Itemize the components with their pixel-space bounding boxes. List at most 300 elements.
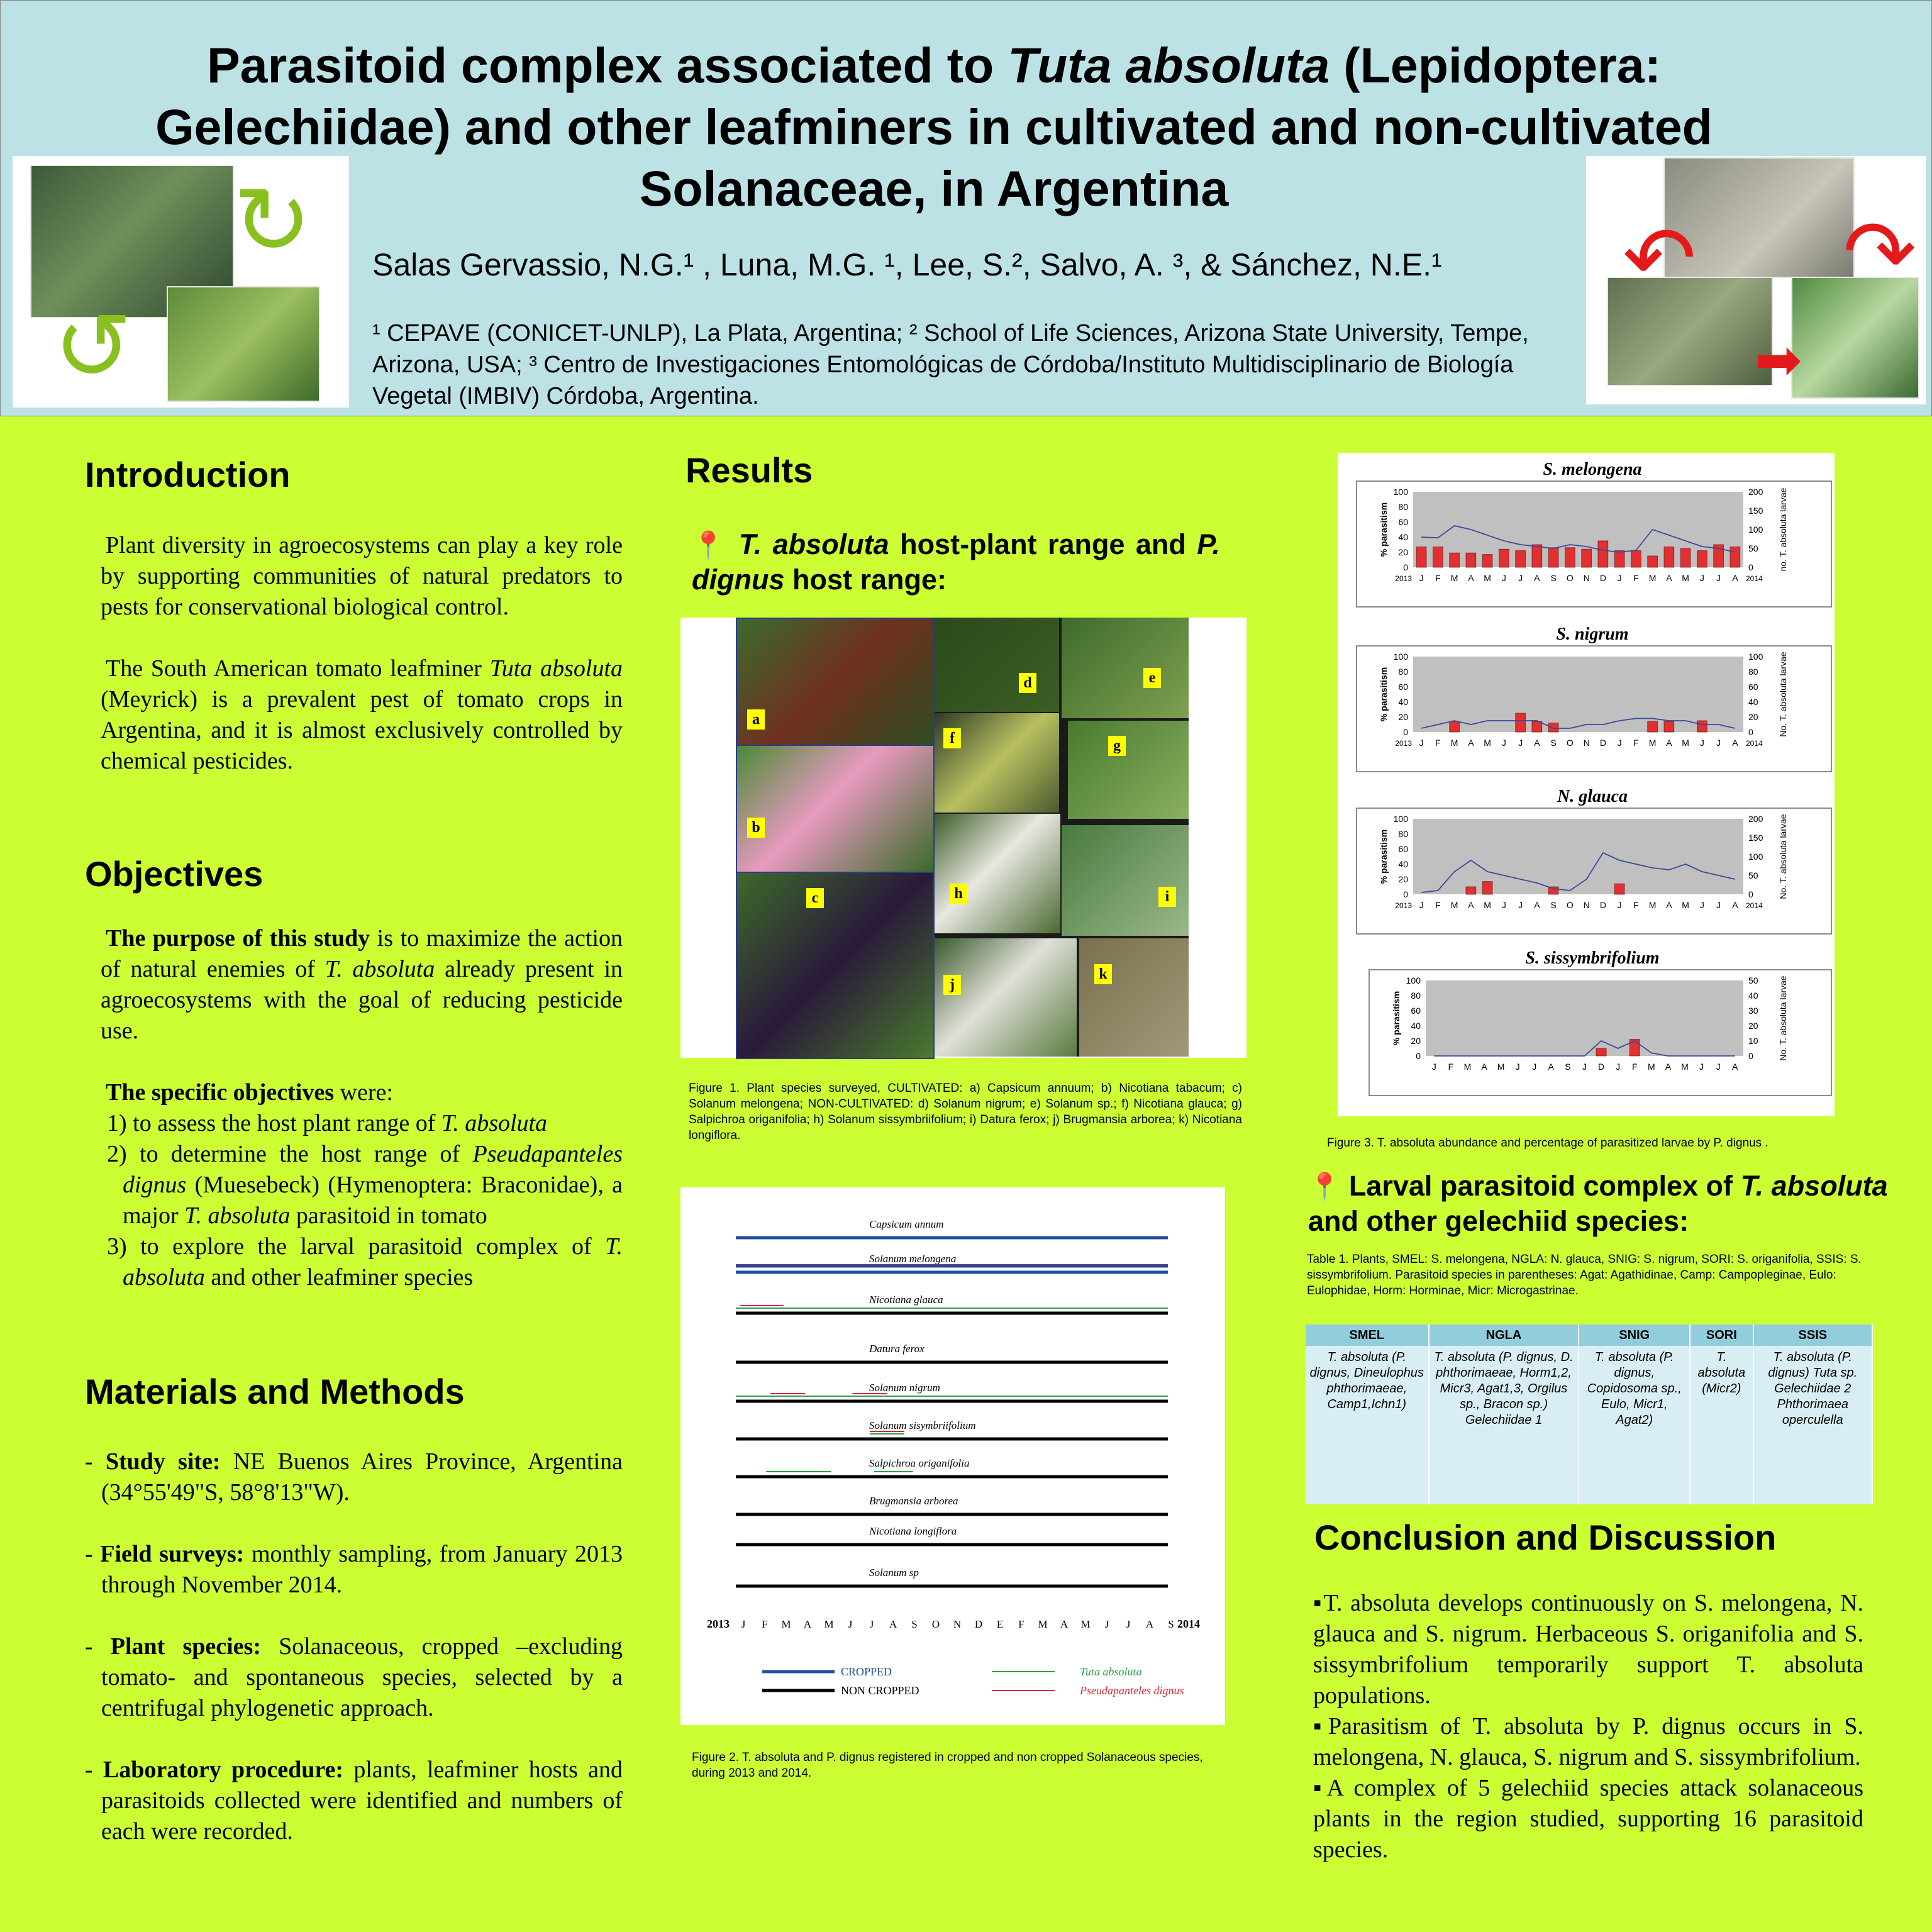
text: parasitoid in tomato [290,1202,487,1229]
x-tick-label: J [1582,1062,1587,1072]
text: host-plant range and [889,528,1197,560]
species-name: T. absoluta [738,528,889,560]
objectives-text [101,923,623,1293]
x-tick-label: F [1448,1062,1454,1072]
chart-bar [1516,551,1526,567]
chart-bar [1565,548,1575,567]
y-tick-label: 40 [1398,532,1408,542]
chart-bar [1614,884,1624,894]
timeline-month-label: E [996,1618,1004,1630]
bold-text: Field surveys: [100,1541,245,1567]
y-tick-label: 40 [1411,1021,1421,1031]
chart-title: S. nigrum [1556,625,1629,644]
methods-heading: Materials and Methods [85,1372,465,1411]
table-header-cell: NGLA [1429,1324,1579,1346]
text: plants, leafminer hosts and parasitoids collected were identified and numbers of each were recorded. [101,1757,623,1845]
y2-axis-label: No. T. absoluta larvae [1778,652,1788,737]
y2-tick-label: 20 [1748,1021,1758,1031]
x-year-start: 2013 [1395,739,1412,748]
x-tick-label: J [1419,900,1424,910]
timeline-species-label: Salpichroa origanifolia [869,1457,970,1469]
x-tick-label: N [1583,738,1590,748]
chart-bar [1482,555,1492,567]
timeline-month-label: D [974,1618,983,1630]
y-axis-label: % parasitism [1391,991,1401,1046]
timeline-year-end: 2014 [1177,1618,1200,1630]
chart-title: N. glauca [1557,787,1628,806]
y-axis-label: % parasitism [1379,502,1389,557]
chart-bar [1680,548,1690,567]
y2-tick-label: 60 [1748,682,1758,692]
chart-bar [1466,553,1476,567]
x-tick-label: S [1550,900,1557,910]
table-cell: T. absoluta (P. dignus, D. phthorimaeae, Horm1,2, Micr3, Agat1,3, Orgilus sp., Bracon sp.) Gelechiidae 1 [1429,1346,1579,1504]
y2-tick-label: 20 [1748,712,1758,722]
x-tick-label: S [1550,573,1557,583]
x-tick-label: A [1732,738,1738,748]
x-tick-label: O [1566,738,1574,748]
photo-j [935,938,1077,1057]
photo-b [736,745,935,873]
timeline-month-label: O [931,1618,940,1630]
chart-bar [1730,547,1740,567]
text: NE Buenos Aires Province, Argentina (34°55'49"S, 58°8'13"W). [101,1448,623,1506]
x-tick-label: J [1716,900,1721,910]
x-tick-label: M [1484,573,1491,583]
text: 2) to determine the host range of [107,1141,473,1167]
leaf-mine-photo [167,286,320,402]
objective-item-2 [101,1139,623,1231]
x-tick-label: J [1699,900,1704,910]
y2-tick-label: 0 [1748,562,1753,572]
y2-axis-label: No. T. absoluta larvae [1778,814,1788,899]
y-tick-label: 60 [1398,682,1408,692]
figure-3-frame [1338,453,1835,1116]
x-tick-label: J [1431,1062,1436,1072]
x-tick-label: N [1583,900,1590,910]
figure-1-caption: Figure 1. Plant species surveyed, CULTIVATED: a) Capsicum annuum; b) Nicotiana tabacum; c) Solanum melongena; NON-CULTIVATED: d) Solanum nigrum; e) Solanum sp.; f) Nicotiana glauca; g) Salpichroa origanifolia; h) Solanum sissymbriifolium; i) Datura ferox; j) Brugmansia arborea; k) Nicotiana longiflora. [689,1082,1242,1142]
timeline-month-label: S [1168,1618,1174,1630]
x-tick-label: M [1450,900,1458,910]
right-arrow-icon: ➡ [1755,327,1802,393]
y2-tick-label: 100 [1748,525,1763,535]
timeline-year-start: 2013 [707,1618,730,1630]
x-tick-label: J [1716,738,1721,748]
x-tick-label: M [1682,738,1689,748]
y-tick-label: 80 [1398,667,1408,677]
species-name: T. absoluta [325,956,435,982]
chart-bar [1631,551,1641,567]
x-tick-label: O [1566,900,1574,910]
photo-label-g: g [1108,736,1126,756]
x-tick-label: J [1716,573,1721,583]
x-tick-label: A [1666,573,1672,583]
photo-k [1079,938,1189,1057]
parasitoid-table [1306,1324,1873,1504]
x-tick-label: M [1647,1062,1655,1072]
x-tick-label: M [1648,900,1657,910]
x-tick-label: J [1501,738,1506,748]
authors: Salas Gervassio, N.G.¹ , Luna, M.G. ¹, Lee, S.², Salvo, A. ³, & Sánchez, N.E.¹ [372,247,1442,282]
y-tick-label: 40 [1398,697,1408,707]
y2-tick-label: 30 [1748,1006,1758,1016]
chart-bar [1532,545,1542,567]
chart-plot-area [1413,492,1743,567]
photo-label-i: i [1158,887,1176,907]
x-tick-label: S [1550,738,1557,748]
y-tick-label: 0 [1403,889,1408,899]
y2-tick-label: 150 [1748,833,1763,843]
y-tick-label: 40 [1398,859,1408,869]
intro-paragraph-2 [101,653,623,777]
x-tick-label: J [1515,1062,1520,1072]
species-name: T. absoluta [184,1202,291,1229]
chart-plot-area [1413,657,1743,732]
chart-plot-area [1413,819,1743,894]
chart-bar [1697,721,1707,732]
cycle-arrow-icon: ↺ [53,292,133,402]
chart-2 [1357,787,1831,934]
x-tick-label: A [1534,738,1540,748]
chart-bar [1648,556,1658,567]
title-line-2: Gelechiidae) and other leafminers in cultivated and non-cultivated [155,99,1713,155]
objective-item-3 [101,1231,623,1293]
specific-objectives-intro [101,1077,623,1108]
cycle-arrow-icon: ↻ [233,167,312,276]
text: monthly sampling, from January 2013 through November 2014. [101,1541,623,1598]
x-tick-label: A [1665,1062,1672,1072]
text: and other leafminer species [204,1264,474,1291]
x-tick-label: J [1419,573,1424,583]
x-tick-label: F [1633,900,1639,910]
text: Larval parasitoid complex of [1348,1170,1741,1202]
x-tick-label: D [1599,738,1606,748]
table-cell: T. absoluta (P. dignus, Dineulophus phthorimaeae, Camp1,Ichn1) [1306,1346,1429,1504]
timeline-month-label: A [803,1618,812,1630]
x-tick-label: F [1435,738,1441,748]
figure-2-frame [680,1187,1225,1725]
species-name: Tuta absoluta [489,655,623,682]
y2-tick-label: 50 [1748,870,1758,880]
x-tick-label: M [1463,1062,1472,1072]
y-axis-label: % parasitism [1379,829,1389,884]
conclusion-heading: Conclusion and Discussion [1314,1518,1777,1557]
x-tick-label: M [1681,1062,1689,1072]
x-tick-label: D [1598,1062,1605,1072]
photo-label-f: f [943,728,961,748]
timeline-month-label: A [1145,1618,1154,1630]
figure-2-caption: Figure 2. T. absoluta and P. dignus registered in cropped and non cropped Solanaceous species, during 2013 and 2014. [692,1751,1203,1780]
figure-3-caption: Figure 3. T. absoluta abundance and percentage of parasitized larvae by P. dignus . [1327,1136,1768,1150]
x-tick-label: A [1666,738,1672,748]
x-tick-label: A [1732,1062,1738,1072]
conclusion-bullet: ▪A complex of 5 gelechiid species attack solanaceous plants in the region studied, supporting 16 parasitoid species. [1313,1775,1863,1863]
x-tick-label: M [1682,900,1689,910]
y2-tick-label: 0 [1748,889,1753,899]
x-year-start: 2013 [1395,574,1412,583]
y-tick-label: 100 [1406,975,1421,985]
timeline-species-label: Solanum sisymbriifolium [869,1419,976,1431]
conclusion-bullet: ▪Parasitism of T. absoluta by P. dignus occurs in S. melongena, N. glauca, S. nigrum and S. sissymbrifolium. [1313,1713,1863,1770]
photo-d [935,618,1059,712]
table-1-caption: Table 1. Plants, SMEL: S. melongena, NGLA: N. glauca, SNIG: S. nigrum, SORI: S. origanifolia, SSIS: S. sissymbrifolium. Parasitoid species in parentheses: Agat: Agathidinae, Camp: Campopleginae, Eulo: Eulophidae, Horm: Horminae, Micr: Microgastrinae. [1307,1253,1862,1297]
x-tick-label: J [1617,573,1622,583]
x-tick-label: M [1682,573,1689,583]
y-tick-label: 100 [1393,652,1408,662]
species-name: P. dignus [692,528,1220,596]
cycle-arrow-icon: ↷ [1843,201,1917,304]
timeline-month-label: M [1038,1618,1048,1630]
chart-bar [1450,553,1460,567]
conclusion-bullet: ▪T. absoluta develops continuously on S. melongena, N. glauca and S. nigrum. Herbaceous S. origanifolia and S. sissymbrifolium temporarily support T. absoluta populations. [1313,1590,1863,1709]
y2-tick-label: 10 [1748,1036,1758,1046]
text: The South American tomato leafminer [106,655,490,682]
x-tick-label: F [1633,738,1639,748]
x-tick-label: J [1699,738,1704,748]
y-tick-label: 0 [1403,562,1408,572]
figure-2-timeline [680,1187,1225,1725]
x-tick-label: F [1633,573,1639,583]
photo-label-c: c [806,888,824,908]
legend-tuta-label: Tuta absoluta [1080,1665,1142,1678]
table-cell: T. absoluta (P. dignus, Copidosoma sp., Eulo, Micr1, Agat2) [1579,1346,1690,1504]
x-tick-label: A [1481,1062,1487,1072]
timeline-month-label: F [1018,1618,1024,1630]
legend-pdignus-label: Pseudapanteles dignus [1080,1684,1184,1697]
timeline-month-label: S [911,1618,918,1630]
x-tick-label: A [1534,900,1540,910]
title-italic: Tuta absoluta [1008,37,1330,93]
photo-label-b: b [747,818,765,838]
text: host range: [784,564,947,596]
y2-tick-label: 0 [1748,727,1753,737]
title-part: (Lepidoptera: [1330,37,1661,93]
y-tick-label: 20 [1398,547,1408,557]
y2-tick-label: 150 [1748,506,1763,516]
chart-1 [1357,625,1831,772]
bold-text: The specific objectives [106,1079,335,1106]
x-year-end: 2014 [1746,574,1763,583]
x-tick-label: S [1565,1062,1571,1072]
y-tick-label: 20 [1411,1036,1421,1046]
y2-tick-label: 50 [1748,543,1758,553]
chart-bar [1532,721,1542,732]
y2-tick-label: 200 [1748,487,1763,497]
timeline-month-label: J [848,1618,853,1630]
larval-heading [1308,1169,1912,1238]
table-header-cell: SSIS [1753,1324,1872,1346]
x-year-end: 2014 [1746,901,1763,910]
chart-3 [1369,948,1831,1096]
results-subheading-1 [692,527,1220,597]
photo-a [736,618,935,746]
table-header-cell: SMEL [1306,1324,1429,1346]
pushpin-icon: 📍 [1308,1172,1341,1201]
chart-0 [1357,460,1831,607]
text: Solanaceous, cropped –excluding tomato- and spontaneous species, selected by a centrifugal phylogenetic approach. [101,1633,623,1721]
methods-text [85,1446,623,1847]
y-tick-label: 60 [1411,1006,1421,1016]
x-tick-label: A [1468,738,1474,748]
cycle-arrow-icon: ↶ [1623,208,1697,310]
x-tick-label: M [1484,900,1491,910]
table-header-cell: SORI [1690,1324,1753,1346]
x-tick-label: A [1468,900,1474,910]
title-part: Parasitoid complex associated to [206,37,1008,93]
text: 3) to explore the larval parasitoid complex of [107,1233,606,1260]
method-field-surveys: - Field surveys: monthly sampling, from January 2013 through November 2014. [85,1541,623,1598]
purpose-paragraph [101,923,623,1046]
x-tick-label: J [1518,738,1523,748]
chart-bar [1598,541,1608,567]
x-tick-label: M [1648,573,1657,583]
chart-bar [1664,721,1674,732]
x-year-start: 2013 [1395,901,1412,910]
text: (Muesebeck) (Hymenoptera: Braconidae), a major [123,1172,623,1229]
photo-label-k: k [1094,964,1112,984]
x-tick-label: A [1732,900,1738,910]
x-tick-label: O [1566,573,1574,583]
timeline-month-label: J [1126,1618,1131,1630]
y-tick-label: 100 [1393,814,1408,824]
y2-tick-label: 50 [1748,975,1758,985]
photo-label-h: h [950,884,967,904]
conclusion-text [1313,1588,1863,1865]
y-tick-label: 60 [1398,844,1408,854]
photo-g [1068,721,1189,819]
y2-tick-label: 40 [1748,697,1758,707]
timeline-month-label: J [1104,1618,1109,1630]
species-name: Pseudapanteles dignus [123,1141,623,1198]
timeline-month-label: M [781,1618,791,1630]
photo-label-j: j [943,975,961,995]
x-tick-label: M [1497,1062,1505,1072]
legend-cropped-label: CROPPED [841,1665,892,1678]
results-heading: Results [686,450,813,490]
legend-noncropped-label: NON CROPPED [841,1684,919,1697]
x-tick-label: J [1716,1062,1721,1072]
species-name: T. absoluta [1740,1170,1888,1202]
x-tick-label: J [1699,1062,1704,1072]
chart-bar [1482,882,1492,894]
objectives-heading: Objectives [85,854,264,894]
x-tick-label: J [1419,738,1424,748]
photo-label-e: e [1143,668,1161,688]
x-tick-label: J [1699,573,1704,583]
photo-label-d: d [1019,673,1036,693]
timeline-month-label: A [889,1618,897,1630]
y-tick-label: 60 [1398,517,1408,527]
chart-bar [1614,551,1624,567]
poster-title [101,35,1767,219]
method-study-site: - Study site: NE Buenos Aires Province, Argentina (34°55'49"S, 58°8'13"W). [85,1448,623,1506]
timeline-species-label: Brugmansia arborea [869,1495,958,1507]
text: were: [334,1079,393,1106]
x-tick-label: F [1435,573,1441,583]
table-row [1306,1346,1872,1504]
y-tick-label: 0 [1403,727,1408,737]
chart-plot-area [1426,980,1743,1056]
text: 1) to assess the host plant range of [107,1110,441,1136]
x-tick-label: J [1501,573,1506,583]
photo-label-a: a [747,709,765,730]
timeline-species-label: Solanum melongena [869,1253,957,1265]
species-name: T. absoluta [123,1233,623,1291]
y2-axis-label: No. T. absoluta larvae [1778,975,1788,1061]
bold-text: Plant species: [110,1633,261,1660]
introduction-text [101,530,623,777]
chart-bar [1516,713,1526,732]
x-tick-label: A [1534,573,1540,583]
x-tick-label: J [1518,573,1523,583]
method-plant-species: - Plant species: Solanaceous, cropped –excluding tomato- and spontaneous species, selected by a centrifugal phylogenetic approach. [85,1633,623,1721]
bold-text: Laboratory procedure: [103,1757,344,1783]
x-tick-label: M [1484,738,1491,748]
timeline-month-label: A [1060,1618,1069,1630]
method-lab-procedure: - Laboratory procedure: plants, leafminer hosts and parasitoids collected were identified and numbers of each were recorded. [85,1757,623,1845]
x-tick-label: M [1648,738,1657,748]
timeline-species-label: Nicotiana longiflora [869,1525,957,1537]
table-header-cell: SNIG [1579,1324,1690,1346]
title-line-3: Solanaceae, in Argentina [639,160,1229,216]
species-name: T. absoluta [441,1110,548,1136]
x-tick-label: J [1501,900,1506,910]
timeline-species-label: Capsicum annum [869,1218,944,1230]
table-cell: T. absoluta (P. dignus) Tuta sp. Gelechiidae 2 Phthorimaea operculella [1753,1346,1872,1504]
x-tick-label: M [1450,573,1458,583]
bold-text: The purpose of this study [106,925,370,952]
x-tick-label: J [1617,900,1622,910]
chart-title: S. sissymbrifolium [1525,948,1660,968]
y2-axis-label: no. T. absoluta larvae [1778,487,1788,572]
x-tick-label: J [1518,900,1523,910]
y-axis-label: % parasitism [1379,667,1389,722]
y-tick-label: 20 [1398,874,1408,884]
chart-bar [1648,721,1658,732]
chart-bar [1582,549,1592,567]
timeline-species-label: Datura ferox [869,1343,924,1355]
photo-i [1062,825,1189,936]
intro-paragraph-1: Plant diversity in agroecosystems can play a key role by supporting communities of natural predators to pests for conservational biological control. [101,532,623,620]
y2-tick-label: 0 [1748,1051,1753,1061]
x-tick-label: M [1450,738,1458,748]
timeline-month-label: J [869,1618,874,1630]
chart-bar [1596,1048,1606,1056]
x-year-end: 2014 [1746,739,1763,748]
y2-tick-label: 100 [1748,652,1763,662]
timeline-month-label: N [953,1618,962,1630]
x-tick-label: F [1631,1062,1638,1072]
timeline-month-label: F [762,1618,768,1630]
chart-bar [1416,547,1426,567]
x-tick-label: D [1599,573,1606,583]
x-tick-label: D [1599,900,1606,910]
chart-bar [1499,549,1509,567]
chart-bar [1548,548,1558,567]
y2-tick-label: 80 [1748,667,1758,677]
text: is to maximize the action of natural enemies of [101,925,623,982]
x-tick-label: J [1616,1062,1621,1072]
timeline-species-label: Solanum sp [869,1567,919,1579]
y2-tick-label: 40 [1748,991,1758,1001]
x-tick-label: A [1666,900,1672,910]
timeline-month-label: M [1080,1618,1091,1630]
chart-bar [1433,547,1443,567]
text: and other gelechiid species: [1308,1205,1689,1237]
table-cell: T. absoluta (Micr2) [1690,1346,1753,1504]
chart-bar [1697,551,1707,567]
affiliations: ¹ CEPAVE (CONICET-UNLP), La Plata, Argentina; ² School of Life Sciences, Arizona State University, Tempe, Arizona, USA; ³ Centro de Investigaciones Entomológicas de Córdoba/Instituto Multidisciplinario de Biología Vegetal (IMBIV) Córdoba, Argentina. [372,320,1529,409]
